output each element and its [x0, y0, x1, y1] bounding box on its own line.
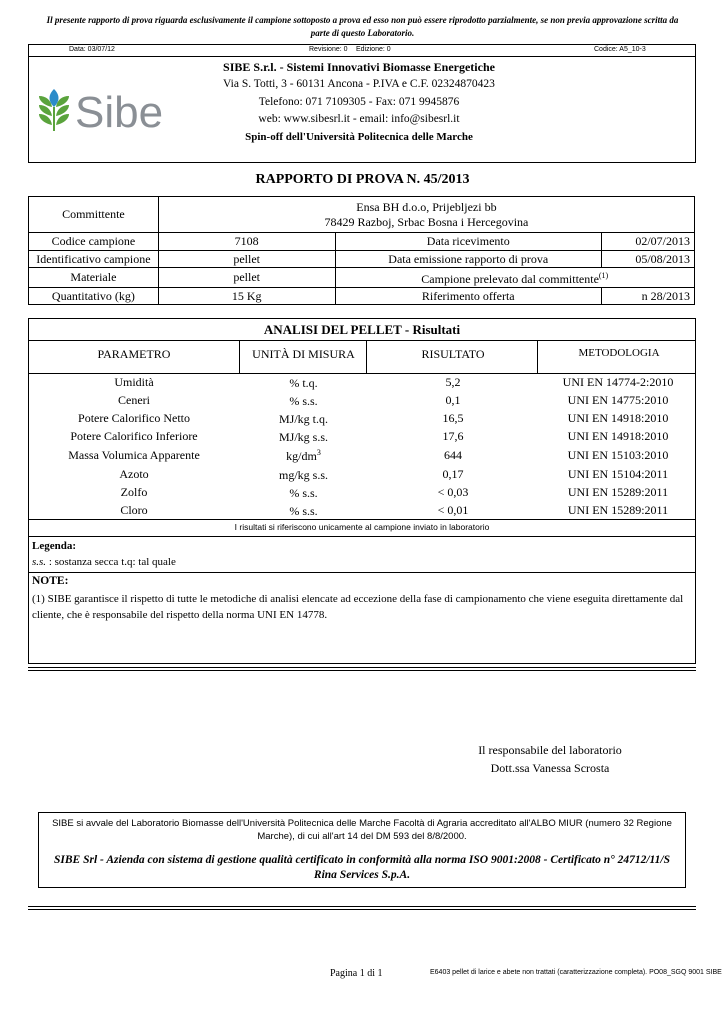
header-divider	[29, 56, 695, 57]
legenda-text	[32, 556, 176, 568]
result-parametro-text: Zolfo	[120, 485, 148, 499]
quantitativo-value: 15 Kg	[158, 288, 335, 305]
note-label: NOTE:	[32, 575, 69, 587]
ricevimento-value: 02/07/2013	[602, 233, 695, 251]
offerta-value: n 28/2013	[602, 288, 695, 305]
section-double-rule	[28, 667, 696, 671]
result-risultato-text: 17,6	[442, 429, 464, 443]
footer-reference: E6403 pellet di larice e abete non trattati (caratterizzazione completa). PO08_SGQ 9001 SIBE	[430, 969, 722, 976]
result-metodologia	[539, 503, 697, 518]
results-section	[28, 318, 696, 664]
result-parametro-text: Umidità	[114, 375, 154, 389]
page-number: Pagina 1 di 1	[330, 968, 383, 979]
legenda-desc: : sostanza secca t.q: tal quale	[46, 556, 176, 568]
results-title: ANALISI DEL PELLET - Risultati	[263, 322, 461, 337]
footer-double-rule	[28, 906, 696, 910]
header-metodologia: METODOLOGIA	[578, 347, 660, 359]
committente-line1: Ensa BH d.o.o, Prijebljezi bb	[356, 199, 497, 214]
result-unita	[241, 375, 366, 391]
result-metodologia	[539, 467, 697, 482]
result-risultato-text: 644	[444, 448, 462, 462]
result-risultato	[369, 485, 537, 500]
materiale-value: pellet	[158, 268, 335, 288]
result-unita-text: MJ/kg t.q.	[278, 412, 328, 426]
header-bottom-line	[29, 373, 695, 374]
committente-line2: 78429 Razboj, Srbac Bosna i Hercegovina	[324, 214, 529, 229]
header-risultato: RISULTATO	[421, 347, 485, 361]
certification-text: SIBE Srl - Azienda con sistema di gestione qualità certificato in conformità alla norma ISO 9001:2008 - Certificato n° 24712/11/S Rina Services S.p.A.	[54, 854, 670, 881]
offerta-label: Riferimento offerta	[335, 288, 602, 305]
result-unita-text: mg/kg s.s.	[278, 468, 328, 482]
result-risultato-text: 5,2	[445, 375, 461, 389]
result-metodologia-text: UNI EN 14775:2010	[567, 393, 669, 407]
result-risultato	[369, 411, 537, 426]
note-text: (1) SIBE garantisce il rispetto di tutte le metodiche di analisi elencate ad eccezione della fase di campionamento che viene eseguita direttamente dal cliente, che è responsabile del rispetto della norma UNI EN 14778.	[32, 593, 684, 621]
result-metodologia	[539, 411, 697, 426]
prelievo-cell	[335, 268, 695, 288]
ident-value: pellet	[158, 251, 335, 268]
materiale-label: Materiale	[29, 268, 159, 288]
lab-address: Via S. Totti, 3 - 60131 Ancona - P.IVA e C.F. 02324870423	[223, 78, 495, 90]
result-unita	[241, 467, 366, 483]
result-metodologia-text: UNI EN 14774-2:2010	[562, 375, 674, 389]
result-unita-text: kg/dm	[286, 449, 317, 463]
result-parametro	[39, 429, 229, 444]
result-metodologia	[539, 429, 697, 444]
codice-label: Codice campione	[29, 233, 159, 251]
ricevimento-label: Data ricevimento	[335, 233, 602, 251]
results-end-line	[29, 519, 695, 520]
result-metodologia-text: UNI EN 15289:2011	[567, 503, 669, 517]
lab-header	[28, 44, 696, 163]
result-unita	[241, 448, 366, 464]
result-risultato-text: 16,5	[442, 411, 464, 425]
header-divider-2	[366, 341, 367, 373]
result-risultato-text: 0,17	[442, 467, 464, 481]
prelievo-label: Campione prelevato dal committente	[421, 272, 599, 286]
result-risultato	[369, 429, 537, 444]
prelievo-sup: (1)	[598, 271, 609, 280]
emissione-label: Data emissione rapporto di prova	[335, 251, 602, 268]
result-metodologia	[539, 448, 697, 463]
result-unita	[241, 411, 366, 427]
result-metodologia-text: UNI EN 14918:2010	[567, 411, 669, 425]
result-parametro	[39, 485, 229, 500]
result-metodologia-text: UNI EN 15104:2011	[567, 467, 669, 481]
result-unita-text: MJ/kg s.s.	[278, 430, 328, 444]
doc-edition: Edizione: 0	[356, 46, 391, 53]
result-metodologia-text: UNI EN 15103:2010	[567, 448, 669, 462]
result-parametro	[39, 411, 229, 426]
result-parametro	[39, 375, 229, 390]
result-parametro-text: Ceneri	[118, 393, 150, 407]
header-parametro: PARAMETRO	[97, 347, 171, 361]
result-risultato	[369, 467, 537, 482]
doc-revision: Revisione: 0	[309, 46, 348, 53]
result-unit-superscript: 3	[316, 448, 321, 457]
result-parametro-text: Cloro	[120, 503, 148, 517]
leaf-icon	[37, 83, 165, 135]
result-risultato	[369, 393, 537, 408]
result-unita	[241, 429, 366, 445]
committente-label: Committente	[29, 197, 159, 233]
result-unita-text: % s.s.	[289, 504, 318, 518]
result-metodologia-text: UNI EN 15289:2011	[567, 485, 669, 499]
committente-value	[158, 197, 694, 233]
signature-block	[440, 741, 660, 777]
legenda-abbr: s.s.	[32, 556, 47, 568]
result-unita	[241, 393, 366, 409]
result-risultato	[369, 448, 537, 463]
note-top-line	[29, 572, 695, 573]
codice-value: 7108	[158, 233, 335, 251]
results-disclaimer: I risultati si riferiscono unicamente al campione inviato in laboratorio	[234, 522, 490, 532]
result-parametro-text: Massa Volumica Apparente	[68, 448, 200, 462]
legenda-top-line	[29, 536, 695, 537]
result-metodologia	[539, 375, 697, 390]
accreditation-text: SIBE si avvale del Laboratorio Biomasse dell'Università Politecnica delle Marche Facoltà di Agraria accreditato all'ALBO MIUR (numero 32 Regione Marche), di cui all'art 14 del DM 593 del 8/8/2000.	[52, 818, 672, 842]
result-metodologia	[539, 393, 697, 408]
result-risultato	[369, 375, 537, 390]
signature-name: Dott.ssa Vanessa Scrosta	[490, 761, 610, 775]
results-title-divider	[29, 340, 695, 341]
ident-label: Identificativo campione	[29, 251, 159, 268]
result-metodologia-text: UNI EN 14918:2010	[567, 429, 669, 443]
sibe-logo	[37, 83, 165, 135]
report-title: RAPPORTO DI PROVA N. 45/2013	[255, 172, 470, 187]
result-risultato-text: 0,1	[445, 393, 461, 407]
result-risultato-text: < 0,01	[437, 503, 469, 517]
signature-role: Il responsabile del laboratorio	[478, 743, 622, 757]
accreditation-box	[38, 812, 686, 888]
emissione-value: 05/08/2013	[602, 251, 695, 268]
result-unita-text: % s.s.	[289, 394, 318, 408]
doc-date: Data: 03/07/12	[69, 46, 115, 53]
result-parametro	[39, 467, 229, 482]
logo-wordmark: Sibe	[75, 88, 164, 135]
header-divider-1	[239, 341, 240, 373]
result-parametro	[39, 503, 229, 518]
result-parametro-text: Azoto	[119, 467, 149, 481]
result-unita	[241, 485, 366, 501]
header-unita: UNITÀ DI MISURA	[252, 347, 355, 361]
result-unita	[241, 503, 366, 519]
result-unita-text: % s.s.	[289, 486, 318, 500]
doc-code: Codice: A5_10-3	[594, 46, 646, 53]
sample-info-table	[28, 196, 695, 305]
lab-name: SIBE S.r.l. - Sistemi Innovativi Biomasse Energetiche	[223, 60, 495, 74]
result-parametro	[39, 448, 229, 463]
lab-web: web: www.sibesrl.it - email: info@sibesrl.it	[258, 113, 460, 125]
result-parametro	[39, 393, 229, 408]
result-risultato	[369, 503, 537, 518]
result-metodologia	[539, 485, 697, 500]
lab-phone: Telefono: 071 7109305 - Fax: 071 9945876	[258, 96, 460, 108]
report-disclaimer: Il presente rapporto di prova riguarda esclusivamente il campione sottoposto a prova ed esso non può essere riprodotto parzialmente, se non previa approvazione scritta da parte di questo Laboratorio.	[46, 15, 679, 38]
result-unita-text: % t.q.	[289, 376, 318, 390]
result-risultato-text: < 0,03	[437, 485, 469, 499]
lab-spinoff: Spin-off dell'Università Politecnica delle Marche	[245, 131, 473, 143]
header-divider-3	[537, 341, 538, 373]
legenda-label: Legenda:	[32, 540, 76, 552]
result-parametro-text: Potere Calorifico Inferiore	[70, 429, 198, 443]
result-parametro-text: Potere Calorifico Netto	[78, 411, 190, 425]
quantitativo-label: Quantitativo (kg)	[29, 288, 159, 305]
